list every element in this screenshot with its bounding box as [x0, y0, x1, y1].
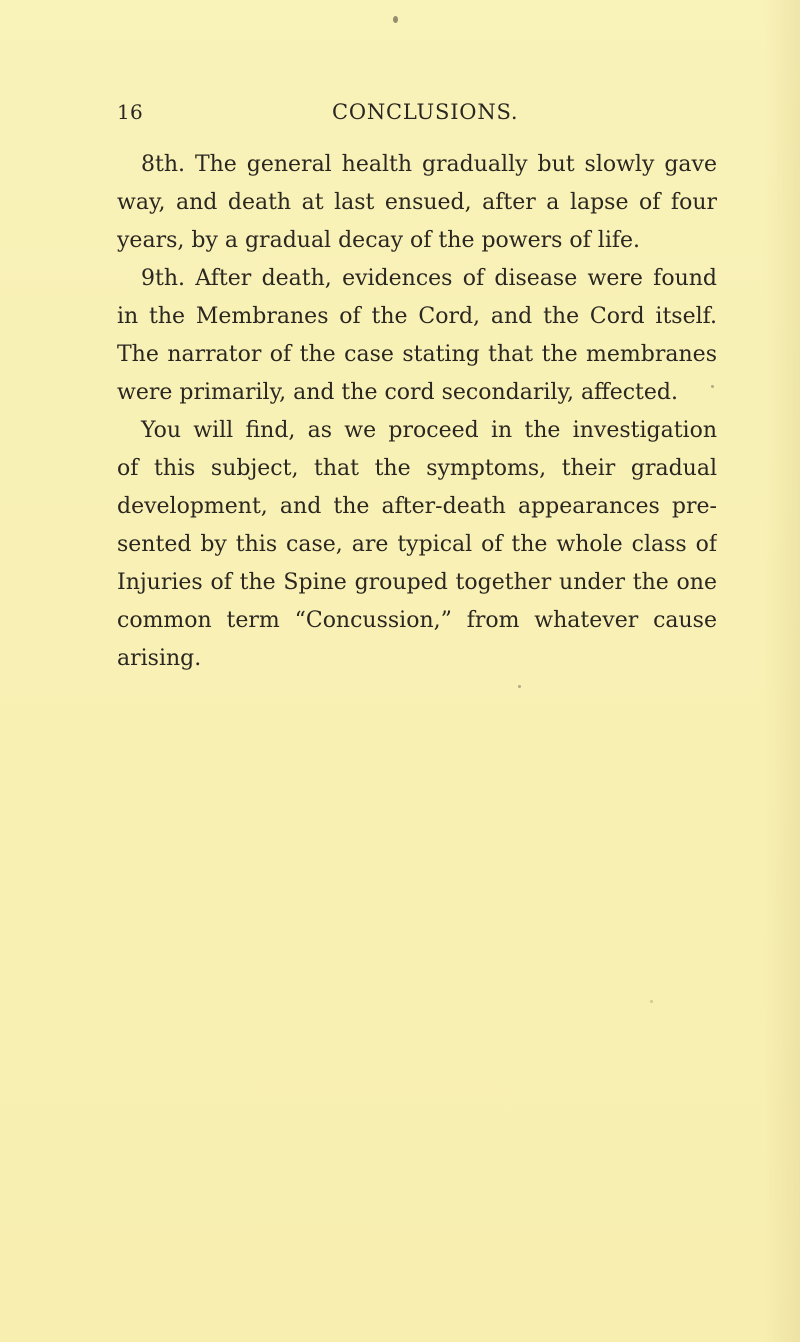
text-line: The narrator of the case stating that the membranes	[117, 342, 717, 367]
text-line: You will find, as we proceed in the investigation	[141, 418, 717, 443]
text-line: 8th. The general health gradually but slowly gave	[141, 152, 717, 177]
page-edge-shadow	[764, 0, 800, 1342]
text-line: in the Membranes of the Cord, and the Cord itself.	[117, 304, 717, 329]
text-line: were primarily, and the cord secondarily, affected.	[117, 380, 678, 405]
text-line: of this subject, that the symptoms, their gradual	[117, 456, 717, 481]
text-line: arising.	[117, 646, 202, 671]
text-line: years, by a gradual decay of the powers of life.	[117, 228, 641, 253]
print-speck	[393, 16, 398, 23]
running-head: CONCLUSIONS.	[332, 100, 519, 124]
print-speck	[518, 685, 521, 688]
print-speck	[650, 1000, 653, 1003]
body-text	[117, 146, 717, 678]
text-line: development, and the after-death appearances pre-	[117, 494, 717, 519]
text-line: sented by this case, are typical of the whole class of	[117, 532, 717, 557]
text-line: common term “Concussion,” from whatever cause	[117, 608, 717, 633]
page-header	[117, 100, 577, 136]
text-line: way, and death at last ensued, after a lapse of four	[117, 190, 717, 215]
text-line: Injuries of the Spine grouped together under the one	[117, 570, 717, 595]
page-number: 16	[117, 100, 144, 124]
text-line: 9th. After death, evidences of disease were found	[141, 266, 717, 291]
